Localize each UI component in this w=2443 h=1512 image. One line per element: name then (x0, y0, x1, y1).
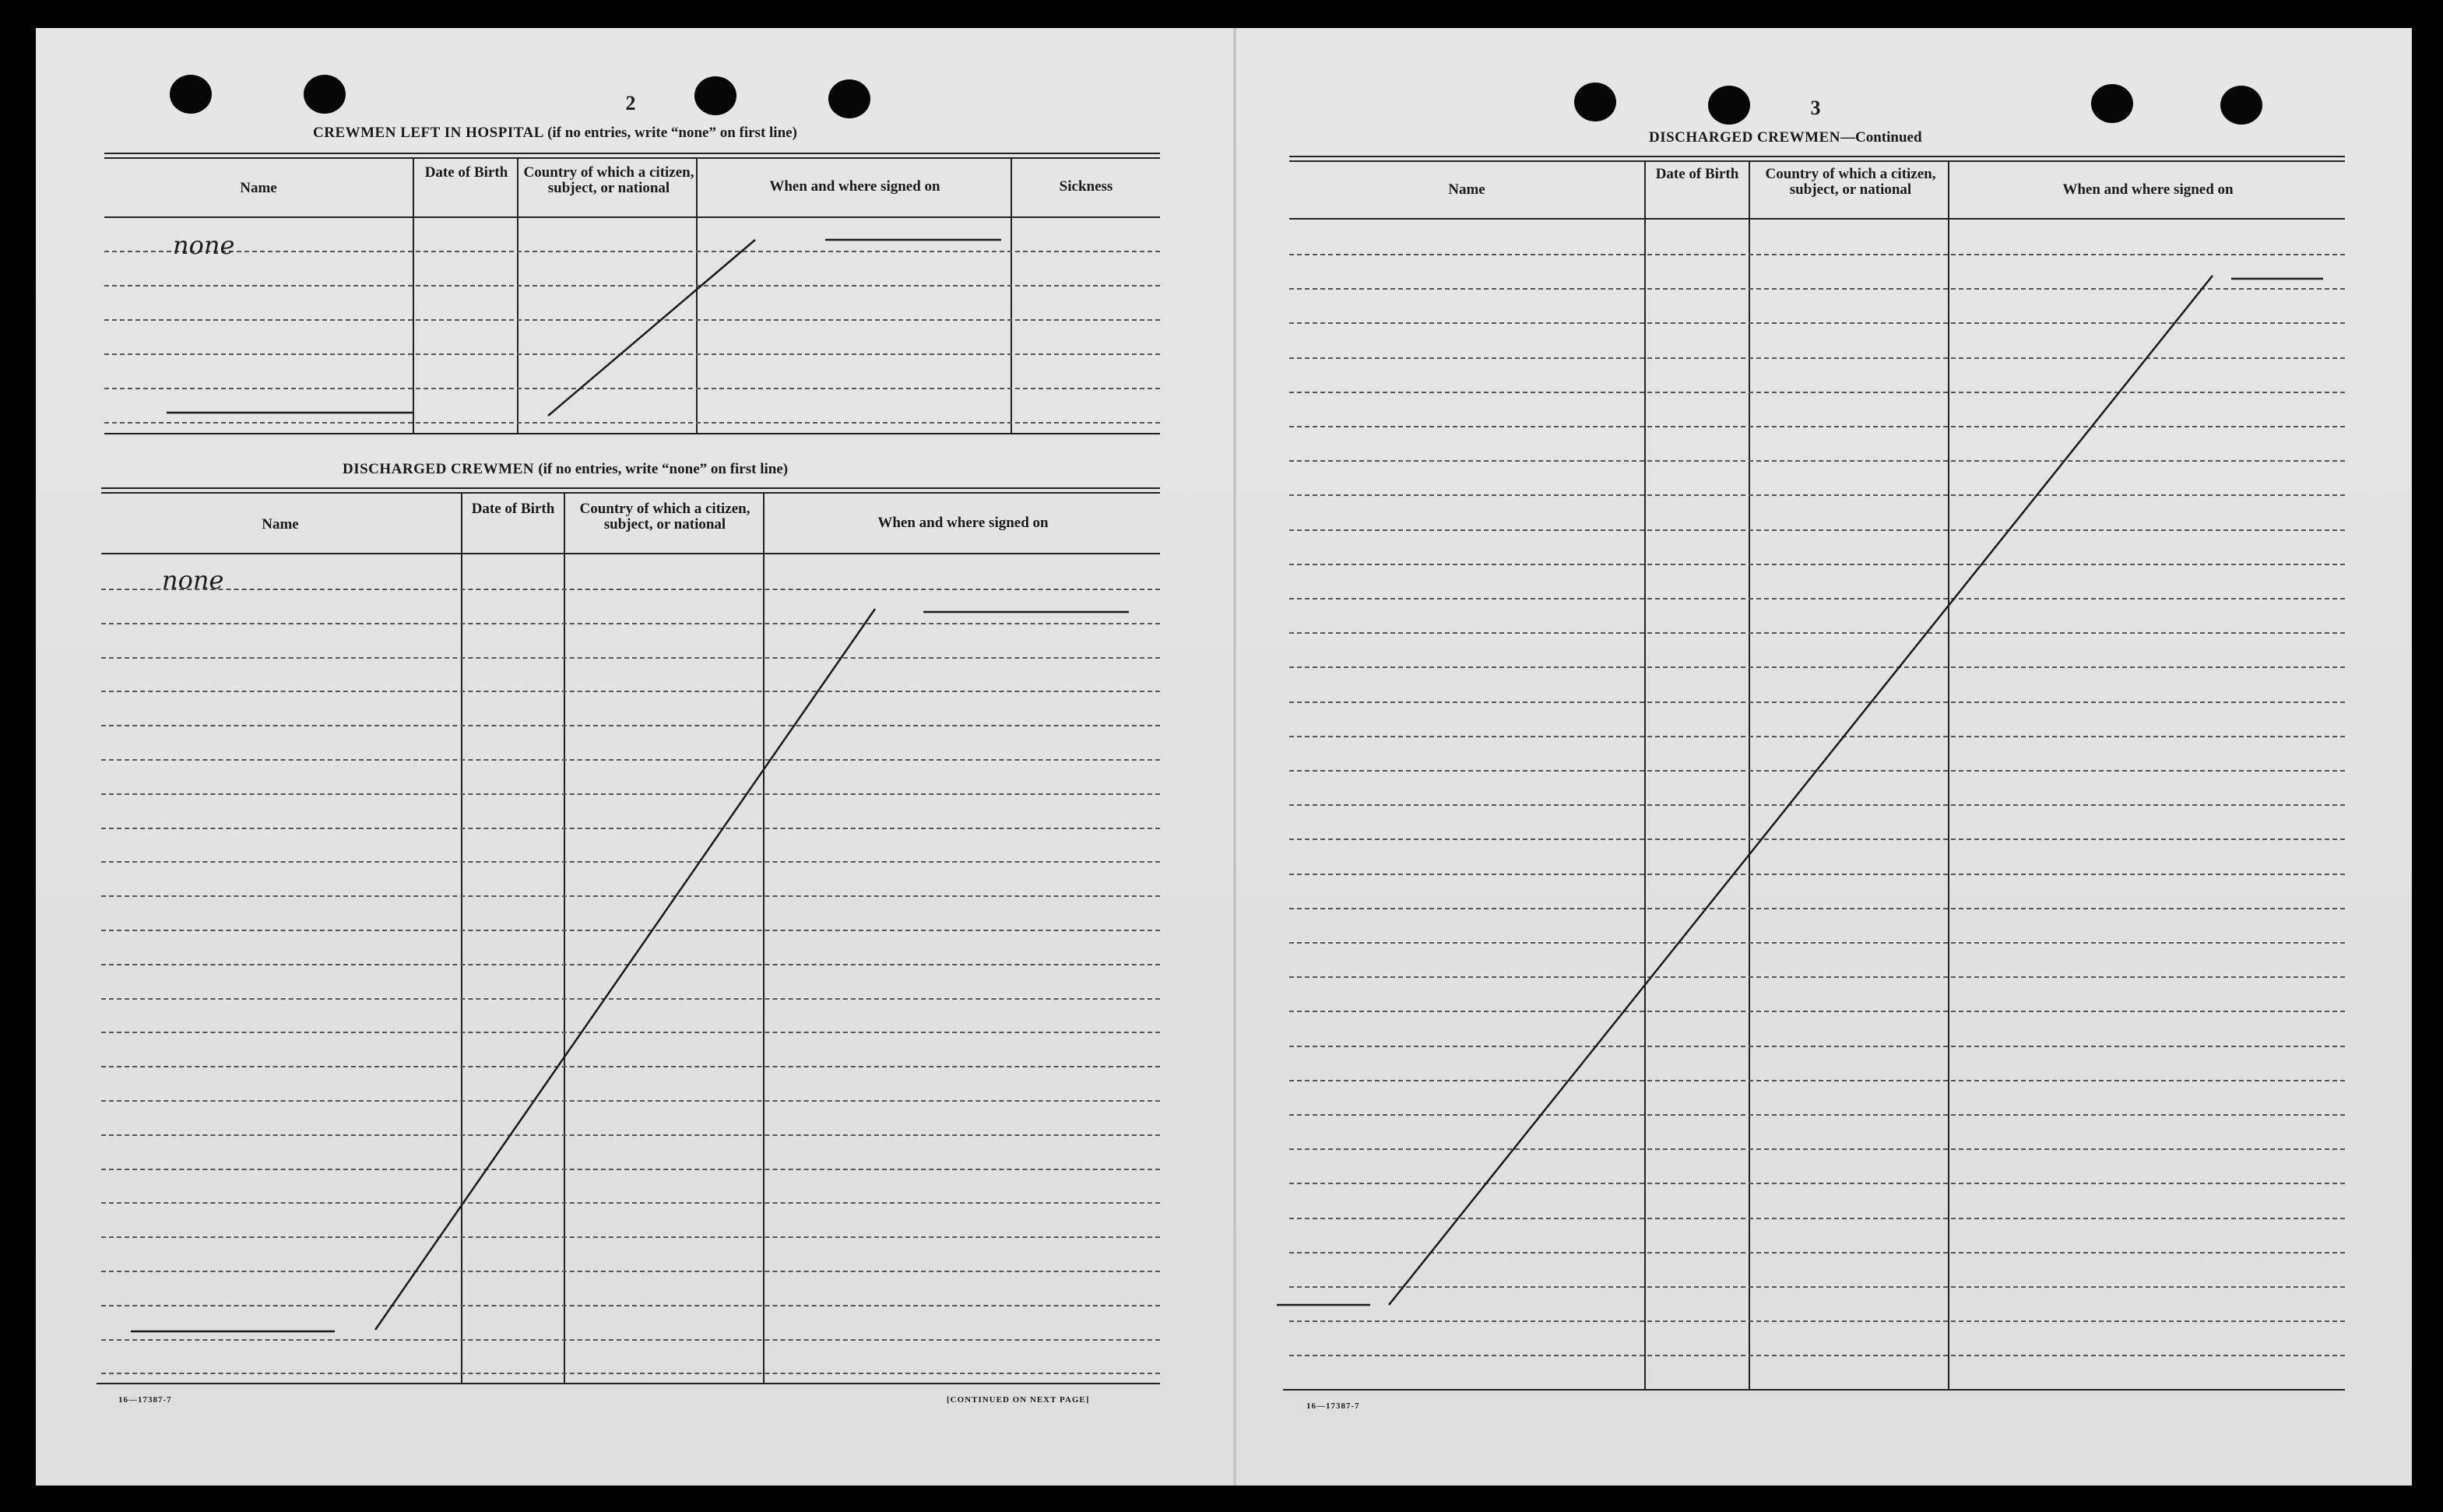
punch-hole (1574, 83, 1616, 121)
ruled-line (104, 353, 1160, 355)
ruled-line (1289, 1320, 2345, 1322)
right-col-dob: Date of Birth (1655, 166, 1739, 182)
ruled-line (101, 895, 1160, 897)
ruled-line (1289, 564, 2345, 565)
hospital-col-divider (696, 157, 698, 433)
discharged-header-rule (101, 553, 1160, 554)
ruled-line (1289, 942, 2345, 944)
ruled-line (1289, 288, 2345, 290)
ruled-line (1289, 976, 2345, 978)
ruled-line (101, 759, 1160, 761)
ruled-line (1289, 1355, 2345, 1356)
discharged-title-note: (if no entries, write “none” on first line) (538, 461, 789, 477)
ruled-line (1289, 1011, 2345, 1012)
hospital-col-divider (1011, 157, 1012, 433)
discharged-bottom-rule (97, 1383, 1160, 1384)
ruled-line (1289, 666, 2345, 668)
right-col-divider (1749, 160, 1750, 1389)
hospital-col-divider (517, 157, 518, 433)
right-header-rule (1289, 218, 2345, 220)
hospital-col-name: Name (240, 180, 277, 196)
hospital-section-title (313, 125, 797, 142)
right-col-country: Country of which a citizen, subject, or national (1765, 166, 1936, 198)
right-top-rule (1289, 156, 2345, 157)
discharged-section-title (343, 461, 788, 478)
ruled-line (101, 623, 1160, 624)
ruled-line (101, 1202, 1160, 1204)
ruled-line (101, 1066, 1160, 1067)
discharged-col-name: Name (262, 516, 299, 533)
page-number-right: 3 (1810, 97, 1821, 119)
ruled-line (1289, 1148, 2345, 1150)
discharged-entry-none: none (162, 565, 224, 595)
ruled-line (1289, 874, 2345, 875)
ruled-line (101, 1339, 1160, 1341)
right-bottom-rule (1283, 1389, 2345, 1391)
hospital-col-sickness: Sickness (1059, 178, 1113, 195)
right-col-divider (1948, 160, 1949, 1389)
ruled-line (1289, 701, 2345, 703)
ruled-line (1289, 736, 2345, 737)
right-col-name: Name (1448, 181, 1485, 198)
ruled-line (104, 251, 1160, 252)
hospital-entry-none: none (173, 230, 235, 260)
form-code-left: 16—17387-7 (118, 1395, 172, 1405)
punch-hole (828, 79, 870, 118)
hospital-title-text: CREWMEN LEFT IN HOSPITAL (313, 125, 543, 141)
ruled-line (101, 793, 1160, 795)
ruled-line (101, 1134, 1160, 1136)
discharged-col-country: Country of which a citizen, subject, or national (579, 501, 750, 533)
ruled-line (1289, 254, 2345, 255)
ruled-line (1289, 494, 2345, 496)
page-number-left: 2 (625, 92, 636, 114)
ruled-line (101, 589, 1160, 590)
ruled-line (101, 1236, 1160, 1238)
hospital-title-note: (if no entries, write “none” on first line) (547, 125, 797, 141)
scanned-sheet (36, 28, 2412, 1486)
hospital-bottom-rule (104, 433, 1160, 434)
ruled-line (104, 422, 1160, 424)
page-fold (1233, 28, 1236, 1486)
right-top-rule-2 (1289, 160, 2345, 162)
ruled-line (1289, 460, 2345, 462)
ruled-line (101, 861, 1160, 863)
ruled-line (101, 1305, 1160, 1306)
ruled-line (101, 725, 1160, 726)
ruled-line (1289, 632, 2345, 634)
right-col-signed: When and where signed on (2062, 181, 2234, 198)
discharged-col-dob: Date of Birth (471, 501, 555, 517)
right-col-divider (1644, 160, 1646, 1389)
continued-next-page: [CONTINUED ON NEXT PAGE] (947, 1395, 1090, 1405)
discharged-col-divider (461, 492, 462, 1383)
ruled-line (104, 388, 1160, 389)
discharged-col-signed: When and where signed on (877, 515, 1049, 531)
punch-hole (694, 76, 736, 115)
ruled-line (101, 964, 1160, 965)
hospital-col-signed: When and where signed on (769, 178, 940, 195)
ruled-line (101, 1100, 1160, 1102)
ruled-line (101, 998, 1160, 1000)
ruled-line (101, 1032, 1160, 1033)
ruled-line (1289, 839, 2345, 840)
ruled-line (101, 657, 1160, 659)
right-title-continued: —Continued (1840, 129, 1922, 146)
discharged-col-divider (763, 492, 765, 1383)
discharged-title-text: DISCHARGED CREWMEN (343, 461, 534, 477)
ruled-line (1289, 322, 2345, 324)
ruled-line (1289, 529, 2345, 531)
hospital-col-divider (413, 157, 414, 433)
ruled-line (1289, 357, 2345, 359)
punch-hole (170, 75, 212, 114)
ruled-line (1289, 392, 2345, 393)
right-title-text: DISCHARGED CREWMEN (1649, 129, 1840, 146)
right-section-title (1649, 129, 1922, 146)
ruled-line (1289, 1080, 2345, 1081)
ruled-line (101, 1373, 1160, 1374)
hospital-header-rule (104, 216, 1160, 218)
discharged-top-rule-2 (101, 492, 1160, 494)
hospital-col-dob: Date of Birth (424, 164, 508, 181)
form-code-right: 16—17387-7 (1306, 1401, 1360, 1411)
ruled-line (101, 828, 1160, 829)
ruled-line (104, 319, 1160, 321)
ruled-line (1289, 770, 2345, 772)
ruled-line (101, 930, 1160, 931)
ruled-line (1289, 426, 2345, 427)
hospital-top-rule-2 (104, 157, 1160, 159)
ruled-line (1289, 804, 2345, 806)
ruled-line (1289, 598, 2345, 600)
punch-hole (304, 75, 346, 114)
punch-hole (2220, 86, 2262, 125)
ruled-line (1289, 1046, 2345, 1047)
ruled-line (1289, 1114, 2345, 1116)
discharged-col-divider (564, 492, 565, 1383)
ruled-line (104, 285, 1160, 287)
ruled-line (101, 1169, 1160, 1170)
ruled-line (1289, 908, 2345, 909)
punch-hole (2091, 84, 2133, 123)
ruled-line (1289, 1286, 2345, 1288)
ruled-line (1289, 1218, 2345, 1219)
ruled-line (101, 691, 1160, 692)
hospital-top-rule (104, 153, 1160, 154)
discharged-top-rule (101, 487, 1160, 489)
hospital-col-country: Country of which a citizen, subject, or national (523, 164, 694, 196)
punch-hole (1708, 86, 1750, 125)
ruled-line (101, 1271, 1160, 1272)
ruled-line (1289, 1252, 2345, 1254)
ruled-line (1289, 1183, 2345, 1184)
